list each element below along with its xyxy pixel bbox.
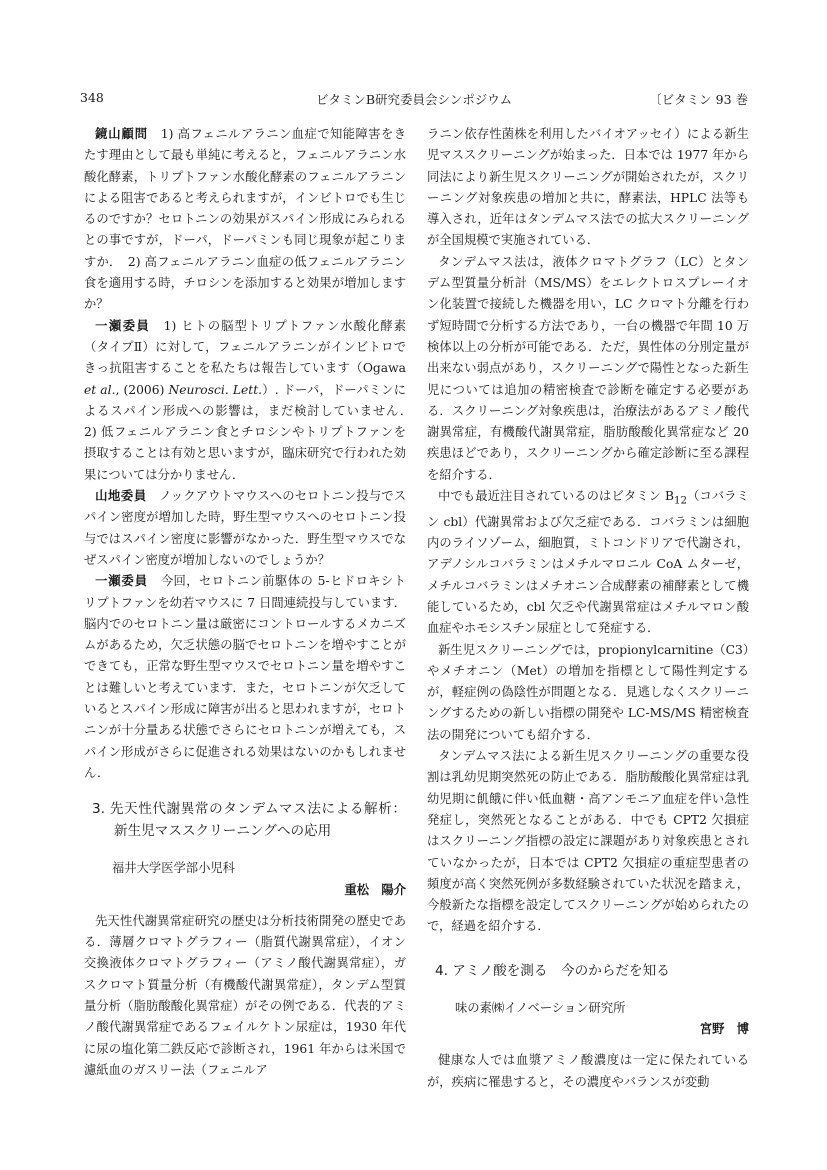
subscript: 12 (674, 494, 688, 507)
paragraph-text: 1) ヒトの脳型トリプトファン水酸化酵素（タイプⅡ）に対して，フェニルアラニンがインビトロできっ抗阻害することを私たちは報告しています（Ogawa (84, 318, 406, 376)
body-paragraph: 先天性代謝異常症研究の歴史は分析技術開発の歴史である．薄層クロマトグラフィー（脂質代謝異常症），イオン交換液体クロマトグラフィー（アミノ酸代謝異常症），ガスクロマト質量分析（有機酸代謝異常症），タンデム型質量分析（脂肪酸酸化異常症）がその例である．代表的アミノ酸代謝異常症であるフェイルケトン尿症は，1930 年代に尿の塩化第二鉄反応で診断され，1961 年からは米国で濾紙血のガスリー法（フェニルア (84, 913, 406, 1077)
paragraph-text: 1) 高フェニルアラニン血症で知能障害をきたす理由として最も単純に考えると，フェニルアラニン水酸化酵素，トリプトファン水酸化酵素のフェニルアラニンによる阻害であると考えられますが，インビトロでも生じるのですか？セロトニンの効果がスパイン形成にみられるとの事ですが，ドーパ，ドーパミンも同じ現象が起こりますか． 2) 高フェニルアラニン血症の低フェニルアラニン食を適用する時，チロシンを添加すると効果が増加しますか？ (84, 127, 406, 312)
speaker-name: 一瀬委員 (95, 318, 151, 333)
body-paragraph: 新生児スクリーニングでは，propionylcarnitine（C3）やメチオニン（Met）の増加を指標として陽性判定するが，軽症例の偽陰性が問題となる．見逃しなくスクリーニングするための新しい指標の開発や LC-MS/MS 精密検査法の開発についても紹介する． (427, 642, 749, 742)
journal-italic: Neurosci. Lett. (168, 382, 263, 397)
section-3-title: 3. 先天性代謝異常のタンデムマス法による解析：新生児マススクリーニングへの応用 (92, 801, 406, 840)
section-4-title: 4. アミノ酸を測る 今のからだを知る (435, 962, 670, 979)
page-number: 348 (80, 90, 104, 105)
paragraph-text: 今回，セロトニン前駆体の 5-ヒドロキシトリプトファンを幼若マウスに 7 日間連続投与しています．脳内でのセロトニン量は厳密にコントロールするメカニズムがあるため，欠乏状態の脳でセロトニンを増やすことができても，正常な野生型マウスでセロトニン量を増やすことは難しいと考えています．また，セロトニンが欠乏しているとスパイン形成に障害が出ると思われますが，セロトニンが十分量ある状態でさらにセロトニンが増えても，スパイン形成がさらに促進される効果はないのかもしれません． (84, 574, 406, 780)
section-4-author: 宮野 博 (699, 1022, 749, 1037)
qa-paragraph (84, 316, 419, 486)
section-3-author: 重松 陽介 (344, 882, 406, 897)
body-paragraph: タンデムマス法は，液体クロマトグラフ（LC）とタンデム型質量分析計（MS/MS）をエレクトロスプレーイオン化装置で接続した機器を用い，LC クロマト分離を行わず短時間で分析する方法であり，一台の機器で年間 10 万検体以上の分析が可能である．ただ，異性体の分別定量が出来ない弱点があり，スクリーニングで陽性となった新生児については追加の精密検査で診断を確定する必要がある．スクリーニング対象疾患は，治療法があるアミノ酸代謝異常症，有機酸代謝異常症，脂肪酸酸化異常症など 20 疾患ほどであり，スクリーニングから確定診断に至る課程を紹介する． (427, 254, 749, 482)
speaker-name: 鏡山顧問 (95, 127, 149, 141)
body-paragraph: 健康な人では血漿アミノ酸濃度は一定に保たれているが，疾病に罹患すると，その濃度やバランスが変動 (427, 1053, 749, 1089)
paragraph-text: ）. ドーパ，ドーパミンによるスパイン形成への影響は，まだ検討していません． 2) 低フェニルアラニン食とチロシンやトリプトファンを摂取することは有効と思いますが，臨床研究で行われた効果については分かりません． (84, 382, 419, 482)
body-paragraph: ラニン依存性菌株を利用したバイオアッセイ）による新生児マススクリーニングが始まった．日本では 1977 年から同法により新生児スクリーニングが開始されたが，スクリーニング対象疾患の増加と共に，酵素法，HPLC 法等も導入され，近年はタンデムマス法での拡大スクリーニングが全国規模で実施されている． (427, 127, 749, 248)
left-column (84, 124, 419, 1081)
speaker-name: 一瀬委員 (95, 574, 149, 589)
qa-paragraph (84, 124, 406, 316)
qa-paragraph (84, 486, 406, 571)
volume-label: 〔ビタミン 93 巻 (649, 92, 748, 107)
paragraph-text: ノックアウトマウスへのセロトニン投与でスパイン密度が増加した時，野生型マウスへのセロトニン投与ではスパイン密度に影響がなかった．野生型マウスでなぜスパイン密度が増加しないのでしょうか？ (84, 489, 406, 567)
body-paragraph (427, 486, 749, 640)
speaker-name: 山地委員 (95, 489, 147, 504)
paragraph-text: （コバラミン cbl）代謝異常および欠乏症である．コバラミンは細胞内のライソゾーム，細胞質，ミトコンドリアで代謝され，アデノシルコバラミンはメチルマロニル CoA ムターゼ，メチルコバラミンはメチオニン合成酵素の補酵素として機能しているため，cbl 欠乏や代謝異常症はメチルマロン酸血症やホモシスチン尿症として発症する． (427, 489, 749, 636)
body-paragraph: タンデムマス法による新生児スクリーニングの重要な役割は乳幼児期突然死の防止である．脂肪酸酸化異常症は乳幼児期に飢餓に伴い低血糖・高アンモニア血症を伴い急性発症し，突然死となることがある．中でも CPT2 欠損症はスクリーニング指標の設定に課題があり対象疾患とされていなかったが，日本では CPT2 欠損症の重症型患者の頻度が高く突然死例が多数経験されていた状況を踏まえ，今般新たな指標を設定してスクリーニングが始められたので，経過を紹介する． (427, 749, 749, 934)
citation-italic: et al (84, 382, 112, 397)
paragraph-text: 中でも最近注目されているのはビタミン B (438, 489, 675, 504)
section-3-affiliation: 福井大学医学部小児科 (112, 861, 235, 876)
right-column (427, 124, 749, 1093)
page-header (80, 90, 748, 110)
running-title: ビタミンB研究委員会シンポジウム (315, 92, 513, 107)
qa-paragraph (84, 571, 406, 784)
paragraph-text: ., (2006) (111, 382, 169, 397)
section-4-affiliation: 味の素㈱イノベーション研究所 (455, 1000, 626, 1015)
